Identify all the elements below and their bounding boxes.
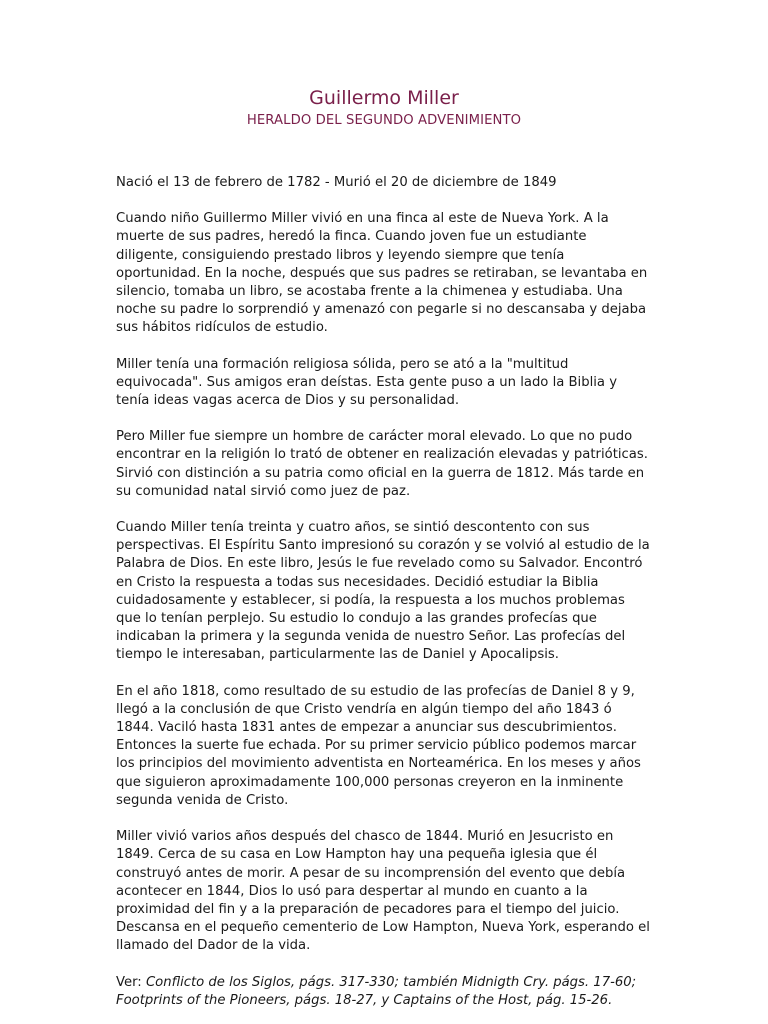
document-title: Guillermo Miller <box>309 87 459 109</box>
paragraph-religious-background: Miller tenía una formación religiosa sólida, pero se ató a la "multitud equivocada". Sus amigos eran deístas. Esta gente puso a un lado la Biblia y tenía ideas vagas acerca de Dios y su personalidad. <box>116 356 617 409</box>
life-dates: Nació el 13 de febrero de 1782 - Murió el 20 de diciembre de 1849 <box>116 175 557 190</box>
document-page <box>116 86 652 1023</box>
references-text: Conflicto de los Siglos, págs. 317-330; también Midnigth Cry. págs. 17-60; Footprints of the Pioneers, págs. 18-27, y Captains of the Host, pág. 15-26. <box>116 974 637 1008</box>
paragraph-moral-character: Pero Miller fue siempre un hombre de carácter moral elevado. Lo que no pudo encontrar en la religión lo trató de obtener en realización elevadas y patrióticas. Sirvió con distinción a su patria como oficial en la guerra de 1812. Más tarde en su comunidad natal sirvió como juez de paz. <box>116 429 648 499</box>
references <box>116 974 652 1010</box>
paragraph-prophecy-study: En el año 1818, como resultado de su estudio de las profecías de Daniel 8 y 9, llegó a la conclusión de que Cristo vendría en algún tiempo del año 1843 ó 1844. Vaciló hasta 1831 antes de empezar a anunciar sus descubrimientos. Entonces la suerte fue echada. Por su primer servicio público podemos marcar los principios del movimiento adventista en Norteamérica. En los meses y años que siguieron aproximadamente 100,000 personas creyeron en la inminente segunda venida de Cristo. <box>116 683 641 808</box>
paragraph-later-life: Miller vivió varios años después del chasco de 1844. Murió en Jesucristo en 1849. Cerca de su casa en Low Hampton hay una pequeña iglesia que él construyó antes de morir. A pesar de su incomprensión del evento que debía acontecer en 1844, Dios lo usó para despertar al mundo en cuanto a la proximidad del fin y a la preparación de pecadores para el tiempo del juicio. Descansa en el pequeño cementerio de Low Hampton, Nueva York, esperando el llamado del Dador de la vida. <box>116 829 650 954</box>
document-subtitle: HERALDO DEL SEGUNDO ADVENIMIENTO <box>246 113 522 128</box>
paragraph-childhood: Cuando niño Guillermo Miller vivió en una finca al este de Nueva York. A la muerte de sus padres, heredó la finca. Cuando joven fue un estudiante diligente, consiguiendo prestado libros y leyendo siempre que tenía oportunidad. En la noche, después que sus padres se retiraban, se levantaba en silencio, tomaba un libro, se acostaba frente a la chimenea y estudiaba. Una noche su padre lo sorprendió y amenazó con pegarle si no descansaba y dejaba sus hábitos ridículos de estudio. <box>116 211 648 336</box>
references-prefix: Ver: <box>116 974 146 990</box>
paragraph-conversion: Cuando Miller tenía treinta y cuatro años, se sintió descontento con sus perspectivas. El Espíritu Santo impresionó su corazón y se volvió al estudio de la Palabra de Dios. En este libro, Jesús le fue revelado como su Salvador. Encontró en Cristo la respuesta a todas sus necesidades. Decidió estudiar la Biblia cuidadosamente y establecer, si podía, la respuesta a los muchos problemas que lo tenían perplejo. Su estudio lo condujo a las grandes profecías que indicaban la primera y la segunda venida de nuestro Señor. Las profecías del tiempo le interesaban, particularmente las de Daniel y Apocalipsis. <box>116 520 650 663</box>
